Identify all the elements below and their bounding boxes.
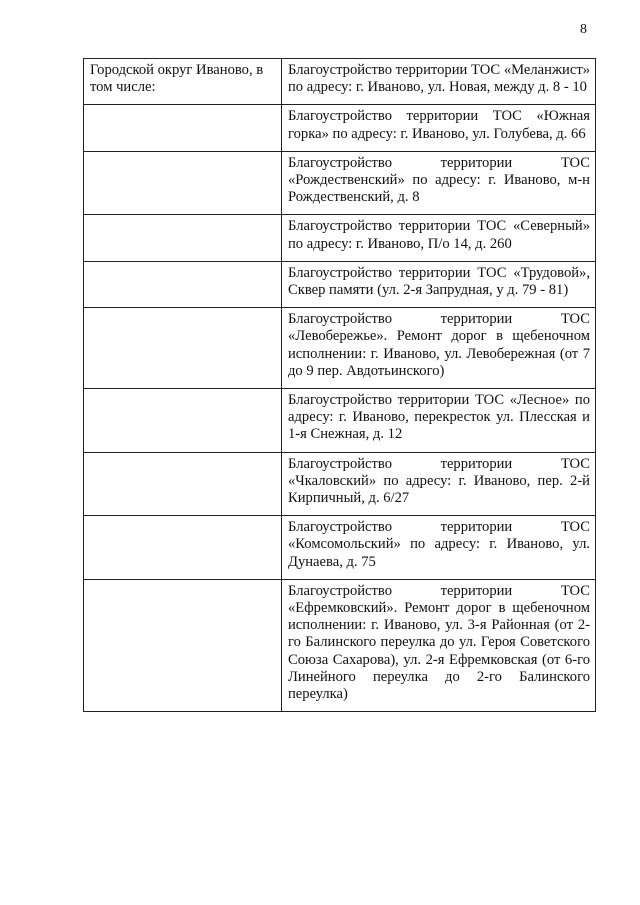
table-row <box>84 215 596 261</box>
region-cell <box>84 516 282 580</box>
region-cell <box>84 579 282 711</box>
table-row <box>84 105 596 151</box>
table-row <box>84 261 596 307</box>
table-row <box>84 452 596 516</box>
project-description-cell: Благоустройство территории ТОС «Трудовой», Сквер памяти (ул. 2-я Запрудная, у д. 79 - 81) <box>282 261 596 307</box>
region-cell: Городской округ Иваново, в том числе: <box>84 59 282 105</box>
region-cell <box>84 261 282 307</box>
table-row <box>84 59 596 105</box>
project-description-cell: Благоустройство территории ТОС «Ефремковский». Ремонт дорог в щебеночном исполнении: г. Иваново, ул. 3-я Районная (от 2-го Балинского переулка до ул. Героя Советского Союза Сахарова), ул. 2-я Ефремковская (от 6-го Линейного переулка до 2-го Балинского переулка) <box>282 579 596 711</box>
project-description-cell: Благоустройство территории ТОС «Комсомольский» по адресу: г. Иваново, ул. Дунаева, д. 75 <box>282 516 596 580</box>
project-description-cell: Благоустройство территории ТОС «Левобережье». Ремонт дорог в щебеночном исполнении: г. Иваново, ул. Левобережная (от 7 до 9 пер. Авдотьинского) <box>282 308 596 389</box>
region-cell <box>84 105 282 151</box>
table-row <box>84 389 596 453</box>
project-description-cell: Благоустройство территории ТОС «Рождественский» по адресу: г. Иваново, м-н Рождественский, д. 8 <box>282 151 596 215</box>
region-cell <box>84 151 282 215</box>
region-cell <box>84 389 282 453</box>
page-number: 8 <box>580 22 587 37</box>
project-description-cell: Благоустройство территории ТОС «Лесное» по адресу: г. Иваново, перекресток ул. Плесская и 1-я Снежная, д. 12 <box>282 389 596 453</box>
table-row <box>84 308 596 389</box>
project-description-cell: Благоустройство территории ТОС «Меланжист» по адресу: г. Иваново, ул. Новая, между д. 8 - 10 <box>282 59 596 105</box>
table-row <box>84 151 596 215</box>
project-description-cell: Благоустройство территории ТОС «Южная горка» по адресу: г. Иваново, ул. Голубева, д. 66 <box>282 105 596 151</box>
table-row <box>84 579 596 711</box>
project-description-cell: Благоустройство территории ТОС «Северный» по адресу: г. Иваново, П/о 14, д. 260 <box>282 215 596 261</box>
table-row <box>84 516 596 580</box>
region-cell <box>84 308 282 389</box>
project-description-cell: Благоустройство территории ТОС «Чкаловский» по адресу: г. Иваново, пер. 2-й Кирпичный, д. 6/27 <box>282 452 596 516</box>
projects-table <box>83 58 596 712</box>
projects-table-body <box>84 59 596 712</box>
region-cell <box>84 215 282 261</box>
region-cell <box>84 452 282 516</box>
